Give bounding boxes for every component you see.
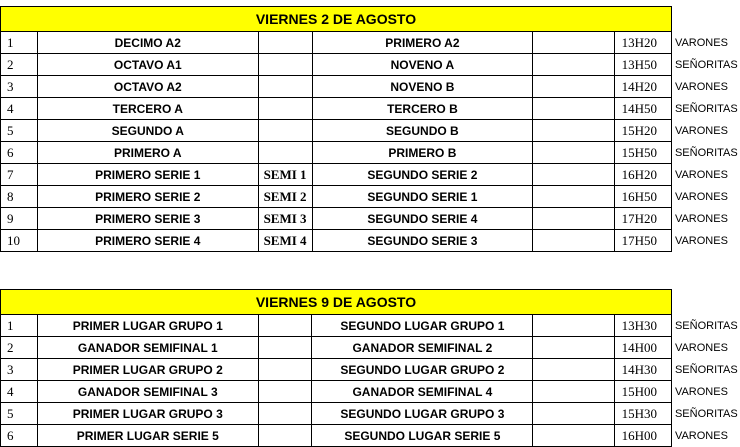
spacer-cell	[533, 337, 615, 359]
round-label: SEMI 3	[258, 208, 312, 230]
category-label: VARONES	[674, 168, 728, 181]
home-team: PRIMERO SERIE 4	[37, 230, 258, 252]
match-row	[1, 76, 740, 98]
category-label: VARONES	[674, 234, 728, 247]
away-team: NOVENO A	[312, 54, 533, 76]
match-time: 13H50	[614, 54, 671, 76]
home-team: PRIMERO A	[37, 142, 258, 164]
away-team: GANADOR SEMIFINAL 2	[312, 337, 533, 359]
category-label: VARONES	[674, 124, 728, 137]
match-number: 3	[1, 359, 38, 381]
match-number: 4	[1, 381, 38, 403]
match-row	[1, 54, 740, 76]
category-label: SEÑORITAS	[674, 363, 738, 376]
section-title: VIERNES 9 DE AGOSTO	[1, 290, 672, 315]
away-team: SEGUNDO SERIE 3	[312, 230, 533, 252]
home-team: DECIMO A2	[37, 32, 258, 54]
category-label: VARONES	[674, 212, 728, 225]
match-row	[1, 403, 740, 425]
blank-cell	[671, 7, 739, 32]
match-time: 13H30	[614, 315, 671, 337]
match-number: 5	[1, 120, 38, 142]
spacer-cell	[533, 120, 615, 142]
home-team: SEGUNDO A	[37, 120, 258, 142]
match-number: 3	[1, 76, 38, 98]
schedule-body-day-2	[1, 290, 740, 447]
match-time: 16H50	[614, 186, 671, 208]
match-number: 7	[1, 164, 38, 186]
match-row	[1, 208, 740, 230]
spacer-cell	[533, 32, 615, 54]
round-label: SEMI 1	[258, 164, 312, 186]
match-row	[1, 32, 740, 54]
home-team: PRIMER LUGAR GRUPO 3	[37, 403, 258, 425]
match-number: 4	[1, 98, 38, 120]
round-label	[258, 142, 312, 164]
spacer-cell	[533, 164, 615, 186]
home-team: GANADOR SEMIFINAL 3	[37, 381, 258, 403]
round-label	[258, 54, 312, 76]
match-number: 10	[1, 230, 38, 252]
match-row	[1, 186, 740, 208]
home-team: TERCERO A	[37, 98, 258, 120]
away-team: SEGUNDO LUGAR GRUPO 2	[312, 359, 533, 381]
category-label: VARONES	[674, 385, 728, 398]
match-time: 16H00	[614, 425, 671, 447]
category-label: SEÑORITAS	[674, 407, 738, 420]
match-time: 17H20	[614, 208, 671, 230]
category-label: SEÑORITAS	[674, 58, 738, 71]
round-label	[258, 337, 312, 359]
away-team: SEGUNDO SERIE 4	[312, 208, 533, 230]
category-label: SEÑORITAS	[674, 319, 738, 332]
away-team: SEGUNDO SERIE 1	[312, 186, 533, 208]
match-row	[1, 142, 740, 164]
round-label	[258, 98, 312, 120]
match-time: 14H20	[614, 76, 671, 98]
away-team: PRIMERO B	[312, 142, 533, 164]
spacer-cell	[533, 381, 615, 403]
spacer-cell	[533, 76, 615, 98]
home-team: PRIMERO SERIE 2	[37, 186, 258, 208]
match-number: 2	[1, 337, 38, 359]
home-team: PRIMER LUGAR GRUPO 1	[37, 315, 258, 337]
home-team: PRIMERO SERIE 1	[37, 164, 258, 186]
match-time: 15H00	[614, 381, 671, 403]
match-number: 1	[1, 315, 38, 337]
match-row	[1, 230, 740, 252]
match-time: 16H20	[614, 164, 671, 186]
spacer-cell	[533, 98, 615, 120]
home-team: PRIMERO SERIE 3	[37, 208, 258, 230]
away-team: SEGUNDO SERIE 2	[312, 164, 533, 186]
round-label	[258, 76, 312, 98]
away-team: SEGUNDO LUGAR SERIE 5	[312, 425, 533, 447]
spacer-cell	[533, 54, 615, 76]
category-label: VARONES	[674, 429, 728, 442]
match-time: 13H20	[614, 32, 671, 54]
away-team: TERCERO B	[312, 98, 533, 120]
match-row	[1, 381, 740, 403]
home-team: PRIMER LUGAR SERIE 5	[37, 425, 258, 447]
round-label: SEMI 4	[258, 230, 312, 252]
home-team: PRIMER LUGAR GRUPO 2	[37, 359, 258, 381]
round-label	[258, 425, 312, 447]
match-row	[1, 337, 740, 359]
away-team: NOVENO B	[312, 76, 533, 98]
match-number: 5	[1, 403, 38, 425]
section-header-row	[1, 7, 740, 32]
match-time: 15H50	[614, 142, 671, 164]
away-team: GANADOR SEMIFINAL 4	[312, 381, 533, 403]
match-row	[1, 120, 740, 142]
category-label: VARONES	[674, 190, 728, 203]
match-row	[1, 359, 740, 381]
away-team: SEGUNDO LUGAR GRUPO 3	[312, 403, 533, 425]
section-title: VIERNES 2 DE AGOSTO	[1, 7, 672, 32]
round-label	[258, 120, 312, 142]
category-label: VARONES	[674, 80, 728, 93]
round-label	[258, 403, 312, 425]
match-row	[1, 425, 740, 447]
match-number: 6	[1, 425, 38, 447]
home-team: OCTAVO A1	[37, 54, 258, 76]
section-header-row	[1, 290, 740, 315]
match-time: 14H50	[614, 98, 671, 120]
match-time: 17H50	[614, 230, 671, 252]
spacer-cell	[533, 403, 615, 425]
schedule-body-day-1	[1, 7, 740, 252]
spacer-cell	[533, 142, 615, 164]
match-time: 14H00	[614, 337, 671, 359]
match-number: 6	[1, 142, 38, 164]
match-number: 9	[1, 208, 38, 230]
away-team: SEGUNDO LUGAR GRUPO 1	[312, 315, 533, 337]
match-time: 15H30	[614, 403, 671, 425]
match-row	[1, 164, 740, 186]
category-label: VARONES	[674, 341, 728, 354]
away-team: SEGUNDO B	[312, 120, 533, 142]
spacer-cell	[533, 359, 615, 381]
spacer-cell	[533, 186, 615, 208]
match-row	[1, 315, 740, 337]
round-label	[258, 32, 312, 54]
round-label	[258, 359, 312, 381]
category-label: SEÑORITAS	[674, 102, 738, 115]
home-team: GANADOR SEMIFINAL 1	[37, 337, 258, 359]
match-time: 14H30	[614, 359, 671, 381]
blank-cell	[671, 290, 739, 315]
match-number: 1	[1, 32, 38, 54]
category-label: SEÑORITAS	[674, 146, 738, 159]
spacer-cell	[533, 315, 615, 337]
round-label: SEMI 2	[258, 186, 312, 208]
match-number: 2	[1, 54, 38, 76]
match-number: 8	[1, 186, 38, 208]
category-label: VARONES	[674, 36, 728, 49]
round-label	[258, 315, 312, 337]
match-row	[1, 98, 740, 120]
home-team: OCTAVO A2	[37, 76, 258, 98]
match-time: 15H20	[614, 120, 671, 142]
schedule-table-day-2	[0, 289, 740, 447]
spacer-cell	[533, 230, 615, 252]
round-label	[258, 381, 312, 403]
spacer-cell	[533, 425, 615, 447]
schedule-table-day-1	[0, 6, 740, 252]
spacer-cell	[533, 208, 615, 230]
away-team: PRIMERO A2	[312, 32, 533, 54]
